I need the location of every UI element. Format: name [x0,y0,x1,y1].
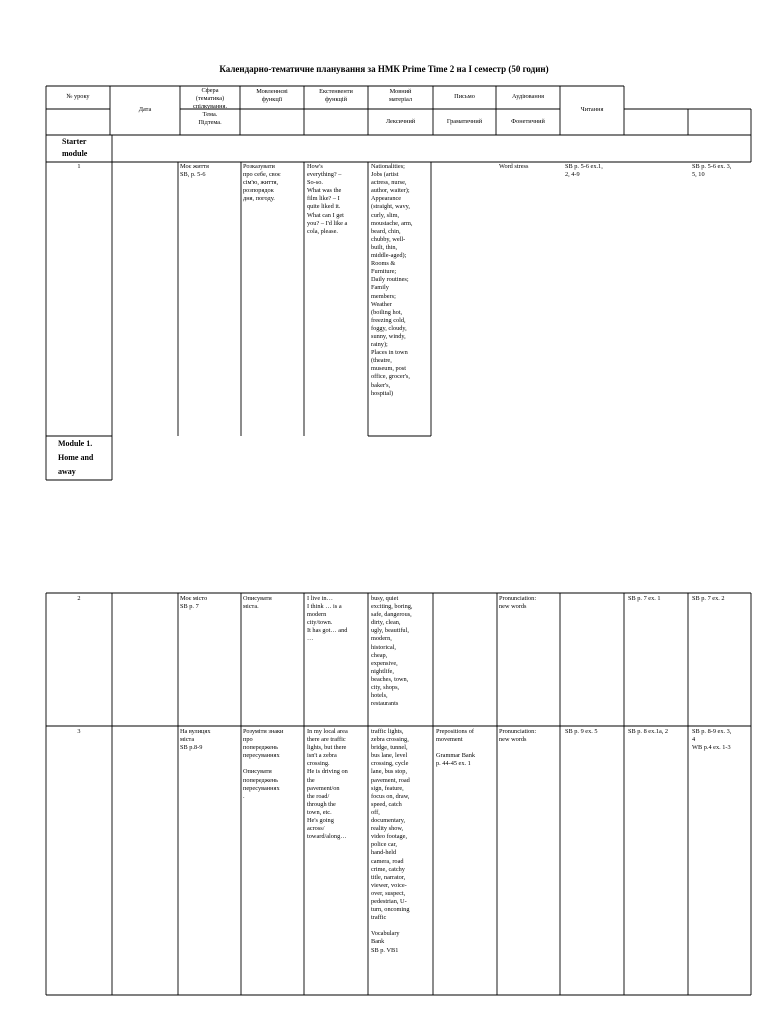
header-listening: Аудіювання [512,93,544,100]
row-functions: Розказувати про себе, своє сім'ю, життя, розпорядок дня, погоду. [243,163,281,203]
row-exponents: I live in… I think … is a modern city/town. It has got… and … [307,595,348,643]
row-vocabulary: Nationalities; Jobs (artist actress, nurse, author, waiter); Appearance (straight, wavy, curly, slim, moustache, arm, beard, chin, chubby, well- built, thin, middle-aged); Rooms & Furniture; Daily routines; Family members; Weather (boiling hot, freezing cold, foggy, cloudy, sunny, windy, rainy); Places in town (theatre, museum, post office, grocer's, baker's, hospital) [371,163,413,397]
section-module-1: Module 1. Home and away [58,439,94,476]
header-grammar: Граматичний [446,118,483,125]
header-lesson-no: № уроку [66,93,90,100]
row-writing: SB p. 9 ex. 5 [565,728,598,735]
header-phonetic: Фонетичний [511,118,545,125]
row-reading: SB p. 7 ex. 2 [692,595,725,602]
header-reading: Читання [580,106,604,113]
row-topic: Моє життя SB, p. 5-6 [180,163,209,179]
header-date: Дата [138,106,152,113]
header-speech-functions: Мовленнєві функції [256,88,288,104]
row-exponents: In my local area there are traffic lights, but there isn't a zebra crossing. He is driving on the pavement/on the road/ through the town, etc. He's going across/ toward/along… [307,728,348,841]
row-phonetic: Pronunciation: new words [499,595,537,611]
row-phonetic: Pronunciation: new words [499,728,537,744]
row-listening: SB p. 5-6 ex.1, 2, 4-9 [565,163,603,179]
row-number: 2 [77,595,81,602]
row-reading: SB p. 8-9 ex. 3, 4 WB p.4 ex. 1-3 [692,728,732,752]
row-listening: SB p. 8 ex.1a, 2 [628,728,669,735]
row-vocabulary: busy, quiet exciting, boring, safe, dangerous, dirty, clean, ugly, beautiful, modern, historical, cheap, expensive, nightlife, beaches, town, city, shops, hotels, restaurants [371,595,413,708]
section-starter-module: Starter module [62,137,88,158]
header-writing: Письмо [454,93,475,100]
row-topic: На вулицях міста SB p.8-9 [180,728,211,752]
row-exponents: How's everything? – So-so. What was the film like? – I quite liked it. What can I get you? – I'd like a cola, please. [307,163,348,235]
document-title: Календарно-тематичне планування за НМК Prime Time 2 на I семестр (50 годин) [219,64,549,74]
row-number: 3 [77,728,81,735]
row-topic: Моє місто SB p. 7 [180,595,208,611]
header-sphere: Сфера (тематика) спілкування. Тема. Підтема. [192,87,228,127]
row-functions: Розуміти знаки про попереджень пересуваннях Описувати попереджень пересуваннях . [243,728,284,800]
row-listening: SB p. 7 ex. 1 [628,595,661,602]
header-language-material: Мовний матеріал [388,88,412,104]
row-grammar: Prepositions of movement Grammar Bank p. 44-45 ex. 1 [436,728,475,768]
header-exponents: Екстенвенти функцій [319,88,353,104]
row-number: 1 [77,163,81,170]
row-reading: SB p. 5-6 ex. 3, 5, 10 [692,163,732,179]
row-phonetic: Word stress [499,163,529,170]
row-functions: Описувати міста. [243,595,272,611]
header-vocabulary: Лексичний [385,118,416,125]
row-vocabulary: traffic lights, zebra crossing, bridge, tunnel, bus lane, level crossing, cycle lane, bus stop, pavement, road sign, feature, focus on, draw, speed, catch off, documentary, reality show, video footage, police car, hand-held camera, road crime, catchy title, narrator, viewer, voice- over, suspect, pedestrian, U- turn, oncoming traffic Vocabulary Bank SB p. VB1 [371,728,410,954]
